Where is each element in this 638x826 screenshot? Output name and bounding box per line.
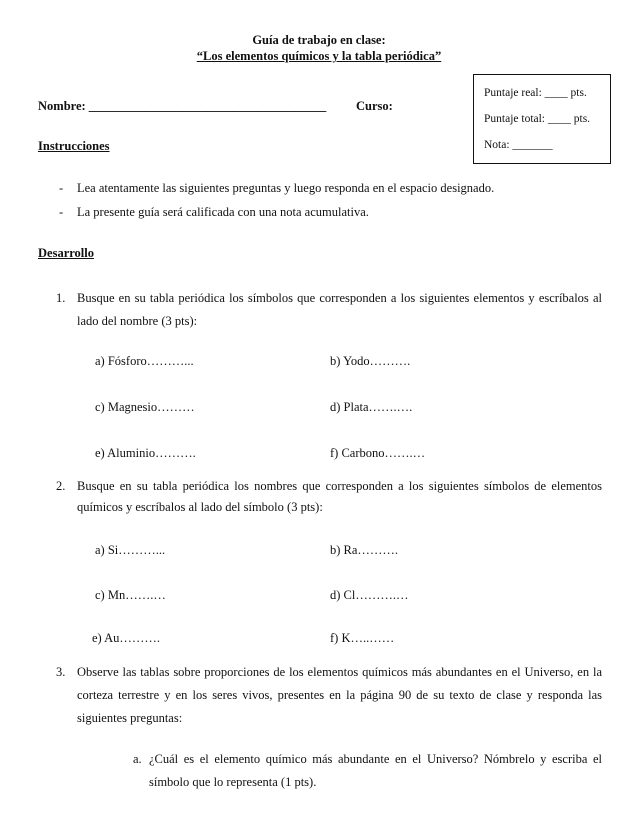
question-number: 2. [56, 479, 66, 493]
question-3-text-line1: Observe las tablas sobre proporciones de los elementos químicos más abundantes en el Universo, en la [77, 665, 602, 679]
score-grade: Nota: _______ [484, 139, 553, 151]
course-field-label: Curso: [356, 99, 393, 113]
question-1-text-line1: Busque en su tabla periódica los símbolos que corresponden a los siguientes elementos y escríbalos al [77, 291, 602, 305]
name-field-label: Nombre: ______________________________________ [38, 99, 327, 113]
question-2-text-line1: Busque en su tabla periódica los nombres que corresponden a los siguientes símbolos de elementos [77, 479, 602, 493]
instructions-heading: Instrucciones [38, 139, 110, 153]
question-number: 3. [56, 665, 66, 679]
bullet-dash: - [59, 181, 64, 195]
answer-item: d) Cl……….… [330, 588, 409, 602]
answer-item: b) Yodo………. [330, 354, 411, 368]
answer-item: d) Plata…….…. [330, 400, 413, 414]
answer-item: a) Fósforo………... [95, 354, 194, 368]
answer-item: a) Si………... [95, 543, 166, 557]
sub-question-a-text-line2: símbolo que lo representa (1 pts). [149, 775, 317, 789]
answer-item: c) Magnesio……… [95, 400, 195, 414]
worksheet-title-line2: “Los elementos químicos y la tabla periódica” [196, 49, 442, 63]
score-real: Puntaje real: ____ pts. [484, 87, 587, 99]
instruction-item: La presente guía será calificada con una nota acumulativa. [77, 205, 369, 219]
question-2-text-line2: químicos y escríbalos al lado del símbolo (3 pts): [77, 500, 323, 514]
score-box [473, 74, 611, 164]
question-1-text-line2: lado del nombre (3 pts): [77, 314, 198, 328]
answer-item: e) Aluminio………. [95, 446, 196, 460]
answer-item: f) K…..…… [330, 631, 395, 645]
question-3-text-line2: corteza terrestre y en los seres vivos, presentes en la página 90 de su texto de clase y responda las [77, 688, 602, 702]
instruction-item: Lea atentamente las siguientes preguntas y luego responda en el espacio designado. [77, 181, 495, 195]
answer-item: f) Carbono…….… [330, 446, 426, 460]
score-total: Puntaje total: ____ pts. [484, 113, 591, 125]
answer-item: c) Mn…….… [95, 588, 166, 602]
question-3-text-line3: siguientes preguntas: [77, 711, 183, 725]
bullet-dash: - [59, 205, 64, 219]
sub-question-a-text-line1: ¿Cuál es el elemento químico más abundante en el Universo? Nómbrelo y escriba el [149, 752, 602, 766]
worksheet-title-line1: Guía de trabajo en clase: [252, 33, 386, 47]
question-number: 1. [56, 291, 66, 305]
answer-item: e) Au………. [92, 631, 161, 645]
development-heading: Desarrollo [38, 246, 95, 260]
sub-question-label: a. [133, 752, 142, 766]
answer-item: b) Ra………. [330, 543, 399, 557]
